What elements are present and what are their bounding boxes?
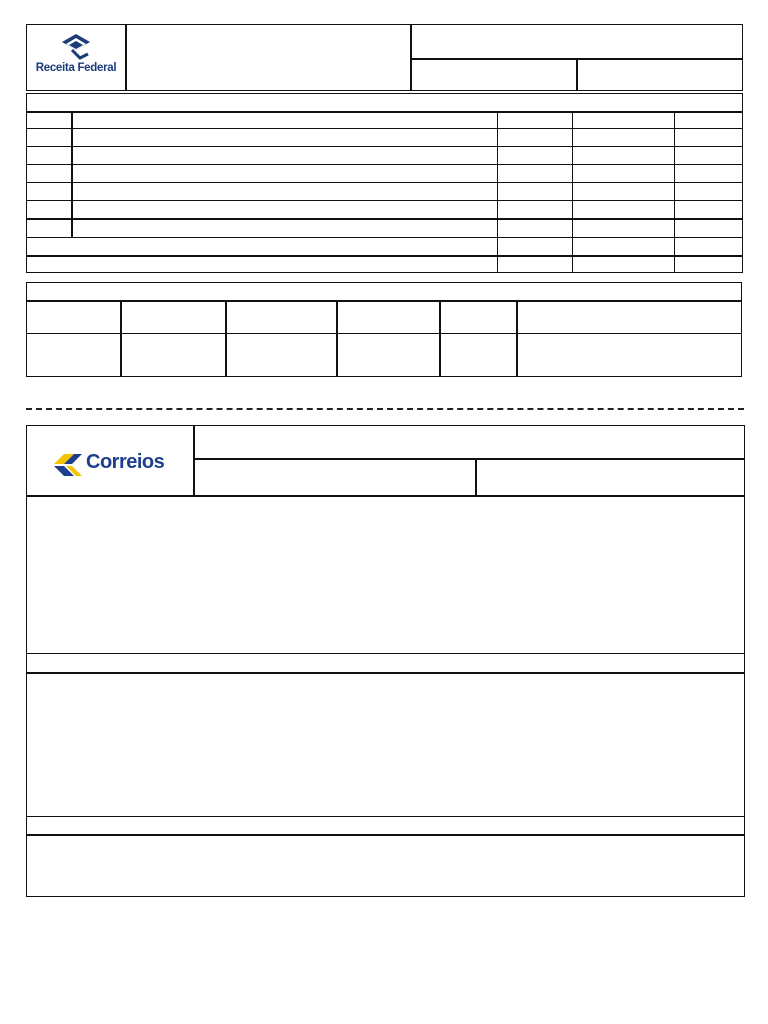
rf-table-row-line <box>26 146 743 147</box>
rf-table-row-line <box>26 200 743 201</box>
co-section-line <box>26 653 745 654</box>
rf-table-row-line <box>26 164 743 165</box>
rf-table-col-line <box>674 111 675 273</box>
rf-items-table <box>26 93 743 273</box>
rf-summary-col-line <box>516 300 518 377</box>
correios-arrows-icon <box>52 450 86 478</box>
co-header-divider-small <box>475 458 477 496</box>
rf-header-divider-logo <box>125 24 127 91</box>
rf-summary-table <box>26 282 742 377</box>
co-header-divider-logo <box>193 425 195 496</box>
rf-table-row-line <box>26 255 743 257</box>
rf-summary-row-line <box>26 333 742 334</box>
rf-table-col-line <box>497 111 498 273</box>
co-header-bottom-line <box>26 495 745 497</box>
rf-summary-col-line <box>225 300 227 377</box>
rf-summary-row-line <box>26 300 742 302</box>
co-section-line <box>26 834 745 836</box>
co-header-divider-horizontal <box>193 458 745 460</box>
rf-table-row-line <box>26 218 743 220</box>
rf-table-col-line <box>572 111 573 273</box>
rf-table-row-line <box>26 128 743 129</box>
correios-logo-text: Correios <box>86 451 165 473</box>
rf-table-row-line <box>26 111 743 113</box>
rf-table-row-line <box>26 237 743 238</box>
rf-summary-col-line <box>336 300 338 377</box>
rf-summary-col-line <box>439 300 441 377</box>
receita-federal-logo <box>30 32 122 82</box>
receita-federal-logo-text: Receita Federal <box>35 62 117 74</box>
co-section-line <box>26 816 745 817</box>
correios-logo <box>52 448 172 480</box>
rf-table-col-line <box>71 111 73 238</box>
co-section-line <box>26 672 745 674</box>
receita-federal-emblem-icon <box>58 32 94 60</box>
rf-summary-col-line <box>120 300 122 377</box>
rf-header-divider-small <box>576 58 578 91</box>
cut-line <box>26 408 744 410</box>
rf-table-row-line <box>26 182 743 183</box>
